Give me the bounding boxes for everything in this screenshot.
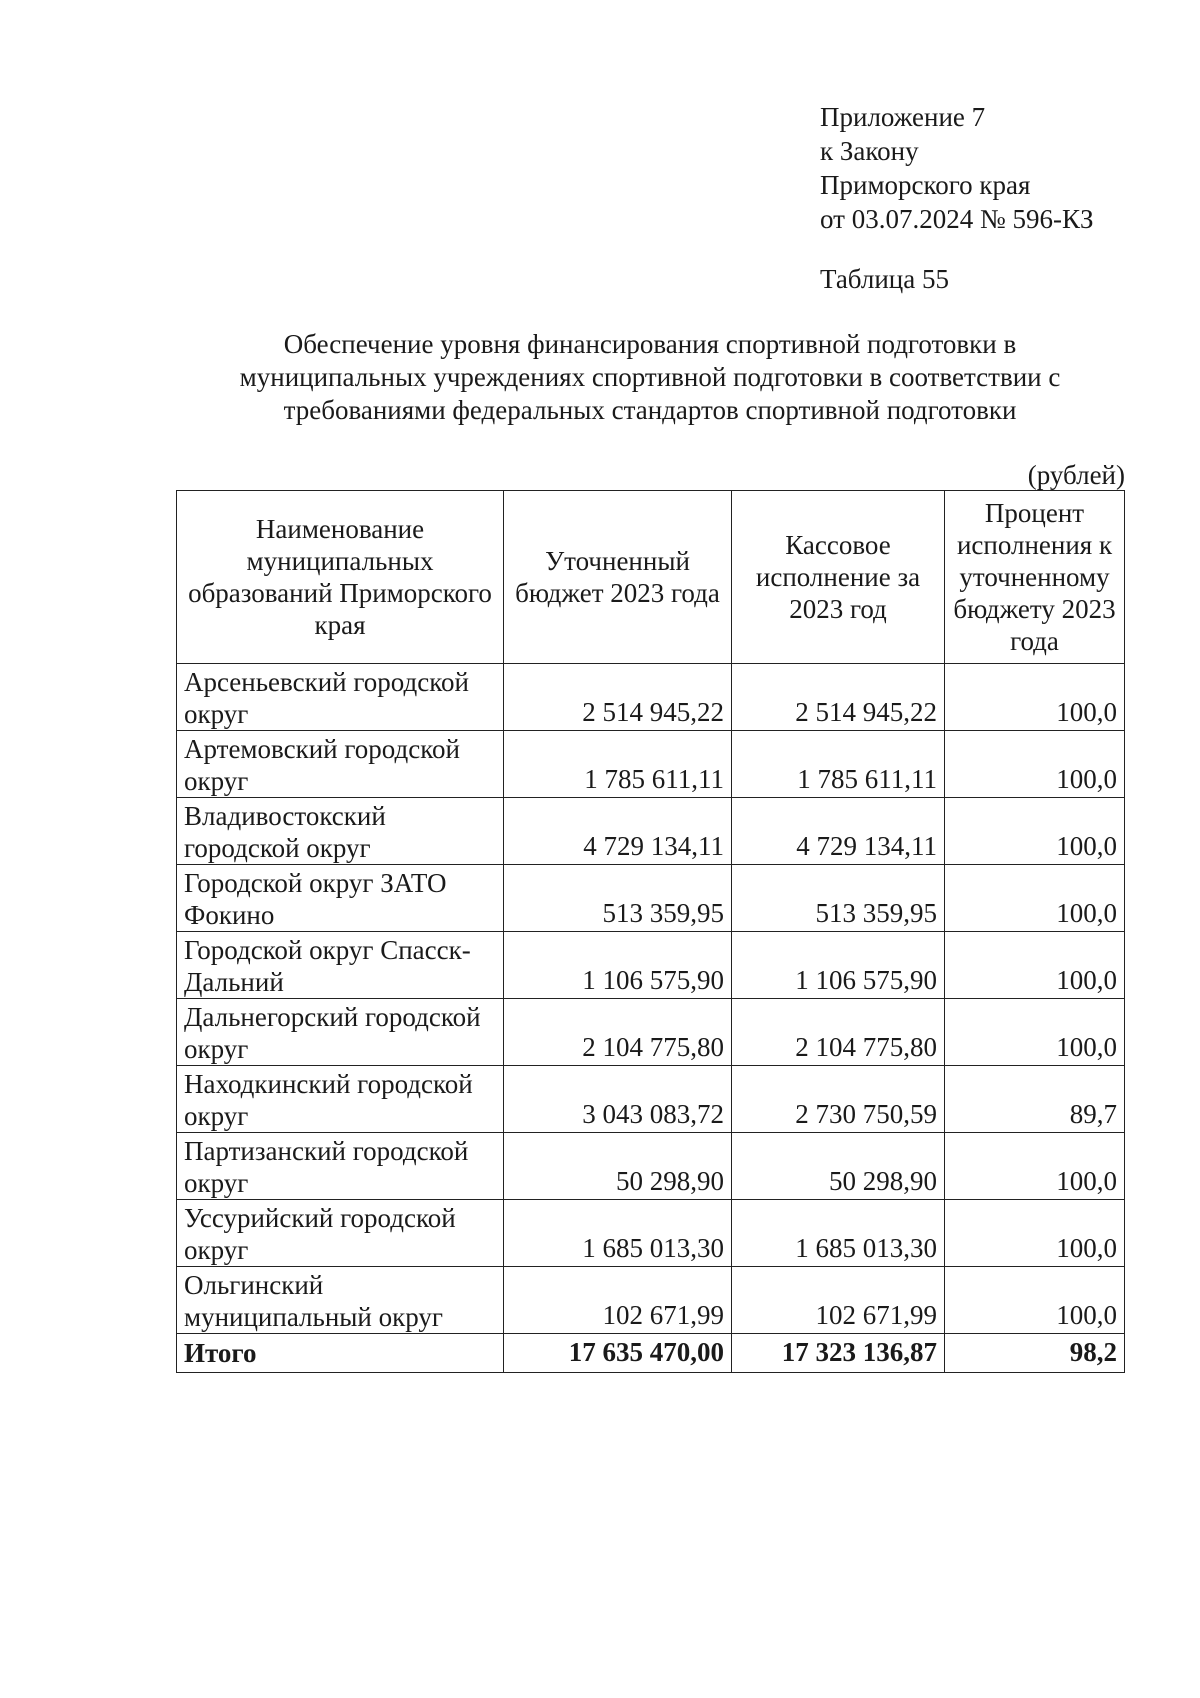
cell-total-execution: 17 323 136,87: [732, 1334, 945, 1373]
cell-execution: 4 729 134,11: [732, 798, 945, 865]
cell-municipality: Дальнегорский городской округ: [177, 999, 504, 1066]
cell-percent: 100,0: [945, 731, 1125, 798]
table-header-row: [177, 491, 1125, 664]
cell-municipality: Владивостокский городской округ: [177, 798, 504, 865]
attachment-line: от 03.07.2024 № 596-КЗ: [820, 204, 1094, 234]
cell-budget: 1 106 575,90: [504, 932, 732, 999]
table-row: [177, 1133, 1125, 1200]
table-row: [177, 865, 1125, 932]
title-line: Обеспечение уровня финансирования спортивной подготовки в: [283, 329, 1017, 359]
cell-municipality: Городской округ Спасск-Дальний: [177, 932, 504, 999]
cell-percent: 89,7: [945, 1066, 1125, 1133]
cell-budget: 50 298,90: [504, 1133, 732, 1200]
cell-budget: 1 685 013,30: [504, 1200, 732, 1267]
cell-budget: 4 729 134,11: [504, 798, 732, 865]
cell-municipality: Ольгинский муниципальный округ: [177, 1267, 504, 1334]
cell-percent: 100,0: [945, 932, 1125, 999]
attachment-line: Приморского края: [820, 170, 1031, 200]
table-total-row: [177, 1334, 1125, 1373]
title-line: муниципальных учреждениях спортивной подготовки в соответствии с: [239, 362, 1061, 392]
cell-percent: 100,0: [945, 999, 1125, 1066]
budget-table: [176, 490, 1125, 1373]
cell-execution: 2 514 945,22: [732, 664, 945, 731]
cell-execution: 50 298,90: [732, 1133, 945, 1200]
cell-execution: 2 730 750,59: [732, 1066, 945, 1133]
cell-execution: 1 785 611,11: [732, 731, 945, 798]
cell-budget: 2 104 775,80: [504, 999, 732, 1066]
attachment-line: Приложение 7: [820, 102, 986, 132]
attachment-reference: [820, 100, 1093, 236]
cell-budget: 102 671,99: [504, 1267, 732, 1334]
cell-execution: 1 685 013,30: [732, 1200, 945, 1267]
table-row: [177, 798, 1125, 865]
cell-percent: 100,0: [945, 1133, 1125, 1200]
table-row: [177, 1066, 1125, 1133]
table-row: [177, 999, 1125, 1066]
cell-execution: 2 104 775,80: [732, 999, 945, 1066]
header-percent: Процент исполнения к уточненному бюджету 2023 года: [945, 491, 1125, 664]
table-row: [177, 731, 1125, 798]
cell-municipality: Уссурийский городской округ: [177, 1200, 504, 1267]
units-label: (рублей): [1027, 460, 1125, 490]
title-line: требованиями федеральных стандартов спортивной подготовки: [283, 395, 1017, 425]
header-municipality: Наименование муниципальных образований Приморского края: [177, 491, 504, 664]
cell-execution: 102 671,99: [732, 1267, 945, 1334]
cell-total-percent: 98,2: [945, 1334, 1125, 1373]
cell-budget: 513 359,95: [504, 865, 732, 932]
table-row: [177, 1267, 1125, 1334]
header-execution: Кассовое исполнение за 2023 год: [732, 491, 945, 664]
cell-percent: 100,0: [945, 664, 1125, 731]
cell-execution: 1 106 575,90: [732, 932, 945, 999]
cell-municipality: Находкинский городской округ: [177, 1066, 504, 1133]
attachment-line: к Закону: [820, 136, 919, 166]
cell-percent: 100,0: [945, 1200, 1125, 1267]
cell-municipality: Артемовский городской округ: [177, 731, 504, 798]
cell-municipality: Арсеньевский городской округ: [177, 664, 504, 731]
cell-budget: 2 514 945,22: [504, 664, 732, 731]
cell-percent: 100,0: [945, 865, 1125, 932]
cell-total-label: Итого: [177, 1334, 504, 1373]
table-number: Таблица 55: [820, 264, 949, 294]
cell-budget: 1 785 611,11: [504, 731, 732, 798]
table-row: [177, 664, 1125, 731]
cell-budget: 3 043 083,72: [504, 1066, 732, 1133]
cell-percent: 100,0: [945, 1267, 1125, 1334]
cell-total-budget: 17 635 470,00: [504, 1334, 732, 1373]
table-row: [177, 932, 1125, 999]
cell-municipality: Партизанский городской округ: [177, 1133, 504, 1200]
document-title: [175, 328, 1125, 427]
cell-percent: 100,0: [945, 798, 1125, 865]
cell-municipality: Городской округ ЗАТО Фокино: [177, 865, 504, 932]
header-budget: Уточненный бюджет 2023 года: [504, 491, 732, 664]
table-row: [177, 1200, 1125, 1267]
cell-execution: 513 359,95: [732, 865, 945, 932]
